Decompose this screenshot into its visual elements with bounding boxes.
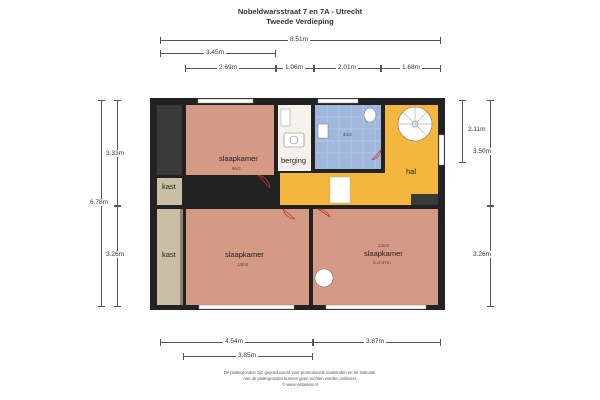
washing-machine (284, 133, 304, 147)
label-slaapkamer-left: slaapkamer (225, 250, 264, 259)
room-slaapkamer-top (186, 105, 274, 175)
dim-bottom-right-label: 3.87m (366, 338, 385, 345)
closet-rail (180, 209, 183, 305)
dim-right-inner-label: 2.11m (468, 126, 486, 133)
dim-top-left-label: 3.45m (206, 49, 225, 56)
area-slaapkamer-right-top: 13m2 (378, 243, 390, 248)
dim-top-seg1-label: 2.69m (219, 64, 238, 71)
round-fixture (315, 269, 333, 287)
address-title: Nobeldwarsstraat 7 en 7A - Utrecht (237, 7, 363, 16)
dim-left-total-label: 6.78m (90, 199, 109, 206)
hal-cabinet (411, 194, 438, 205)
dim-top-seg2-label: 1.06m (285, 64, 304, 71)
toilet (364, 108, 376, 122)
dim-left-lower-label: 3.26m (106, 251, 125, 258)
label-hal: hal (406, 167, 417, 176)
sink (318, 124, 328, 138)
dim-bottom-left-label: 4.54m (225, 338, 244, 345)
area-slaapkamer-top: 9m2 (232, 166, 241, 171)
footer-line-2: Aan de plattegronden kunnen geen rechten worden ontleend. (243, 376, 357, 381)
dark-shaft (157, 105, 182, 175)
area-slaapkamer-left: 13m2 (237, 262, 249, 267)
label-kast-top: kast (162, 182, 176, 191)
floor-title: Tweede Verdieping (266, 17, 334, 26)
dim-top-seg3-label: 2.01m (338, 64, 357, 71)
label-berging: berging (281, 156, 307, 165)
label-slaapkamer-right: slaapkamer (364, 249, 403, 258)
label-slaapkamer-top: slaapkamer (219, 154, 258, 163)
dim-right-lower-label: 3.26m (473, 251, 492, 258)
area-slaapkamer-right: b=2.47m (373, 260, 391, 265)
boiler (281, 109, 290, 126)
dim-bottom-inner-label: 3.85m (238, 352, 257, 359)
dim-right-upper-label: 3.50m (473, 148, 492, 155)
area-bathroom: 4m2 (343, 132, 352, 137)
dim-top-seg4-label: 1.68m (402, 64, 421, 71)
footer-line-1: De plattegronden zijn geproduceerd voor promotionele doeleinden en ter indicatie. (223, 370, 377, 375)
label-kast-bottom: kast (162, 250, 176, 259)
footer-line-3: © www.vistaview.nl (282, 382, 318, 387)
hal-furniture (330, 177, 350, 203)
dim-top-total-label: 8.51m (290, 36, 309, 43)
dim-left-upper-label: 3.33m (106, 150, 125, 157)
